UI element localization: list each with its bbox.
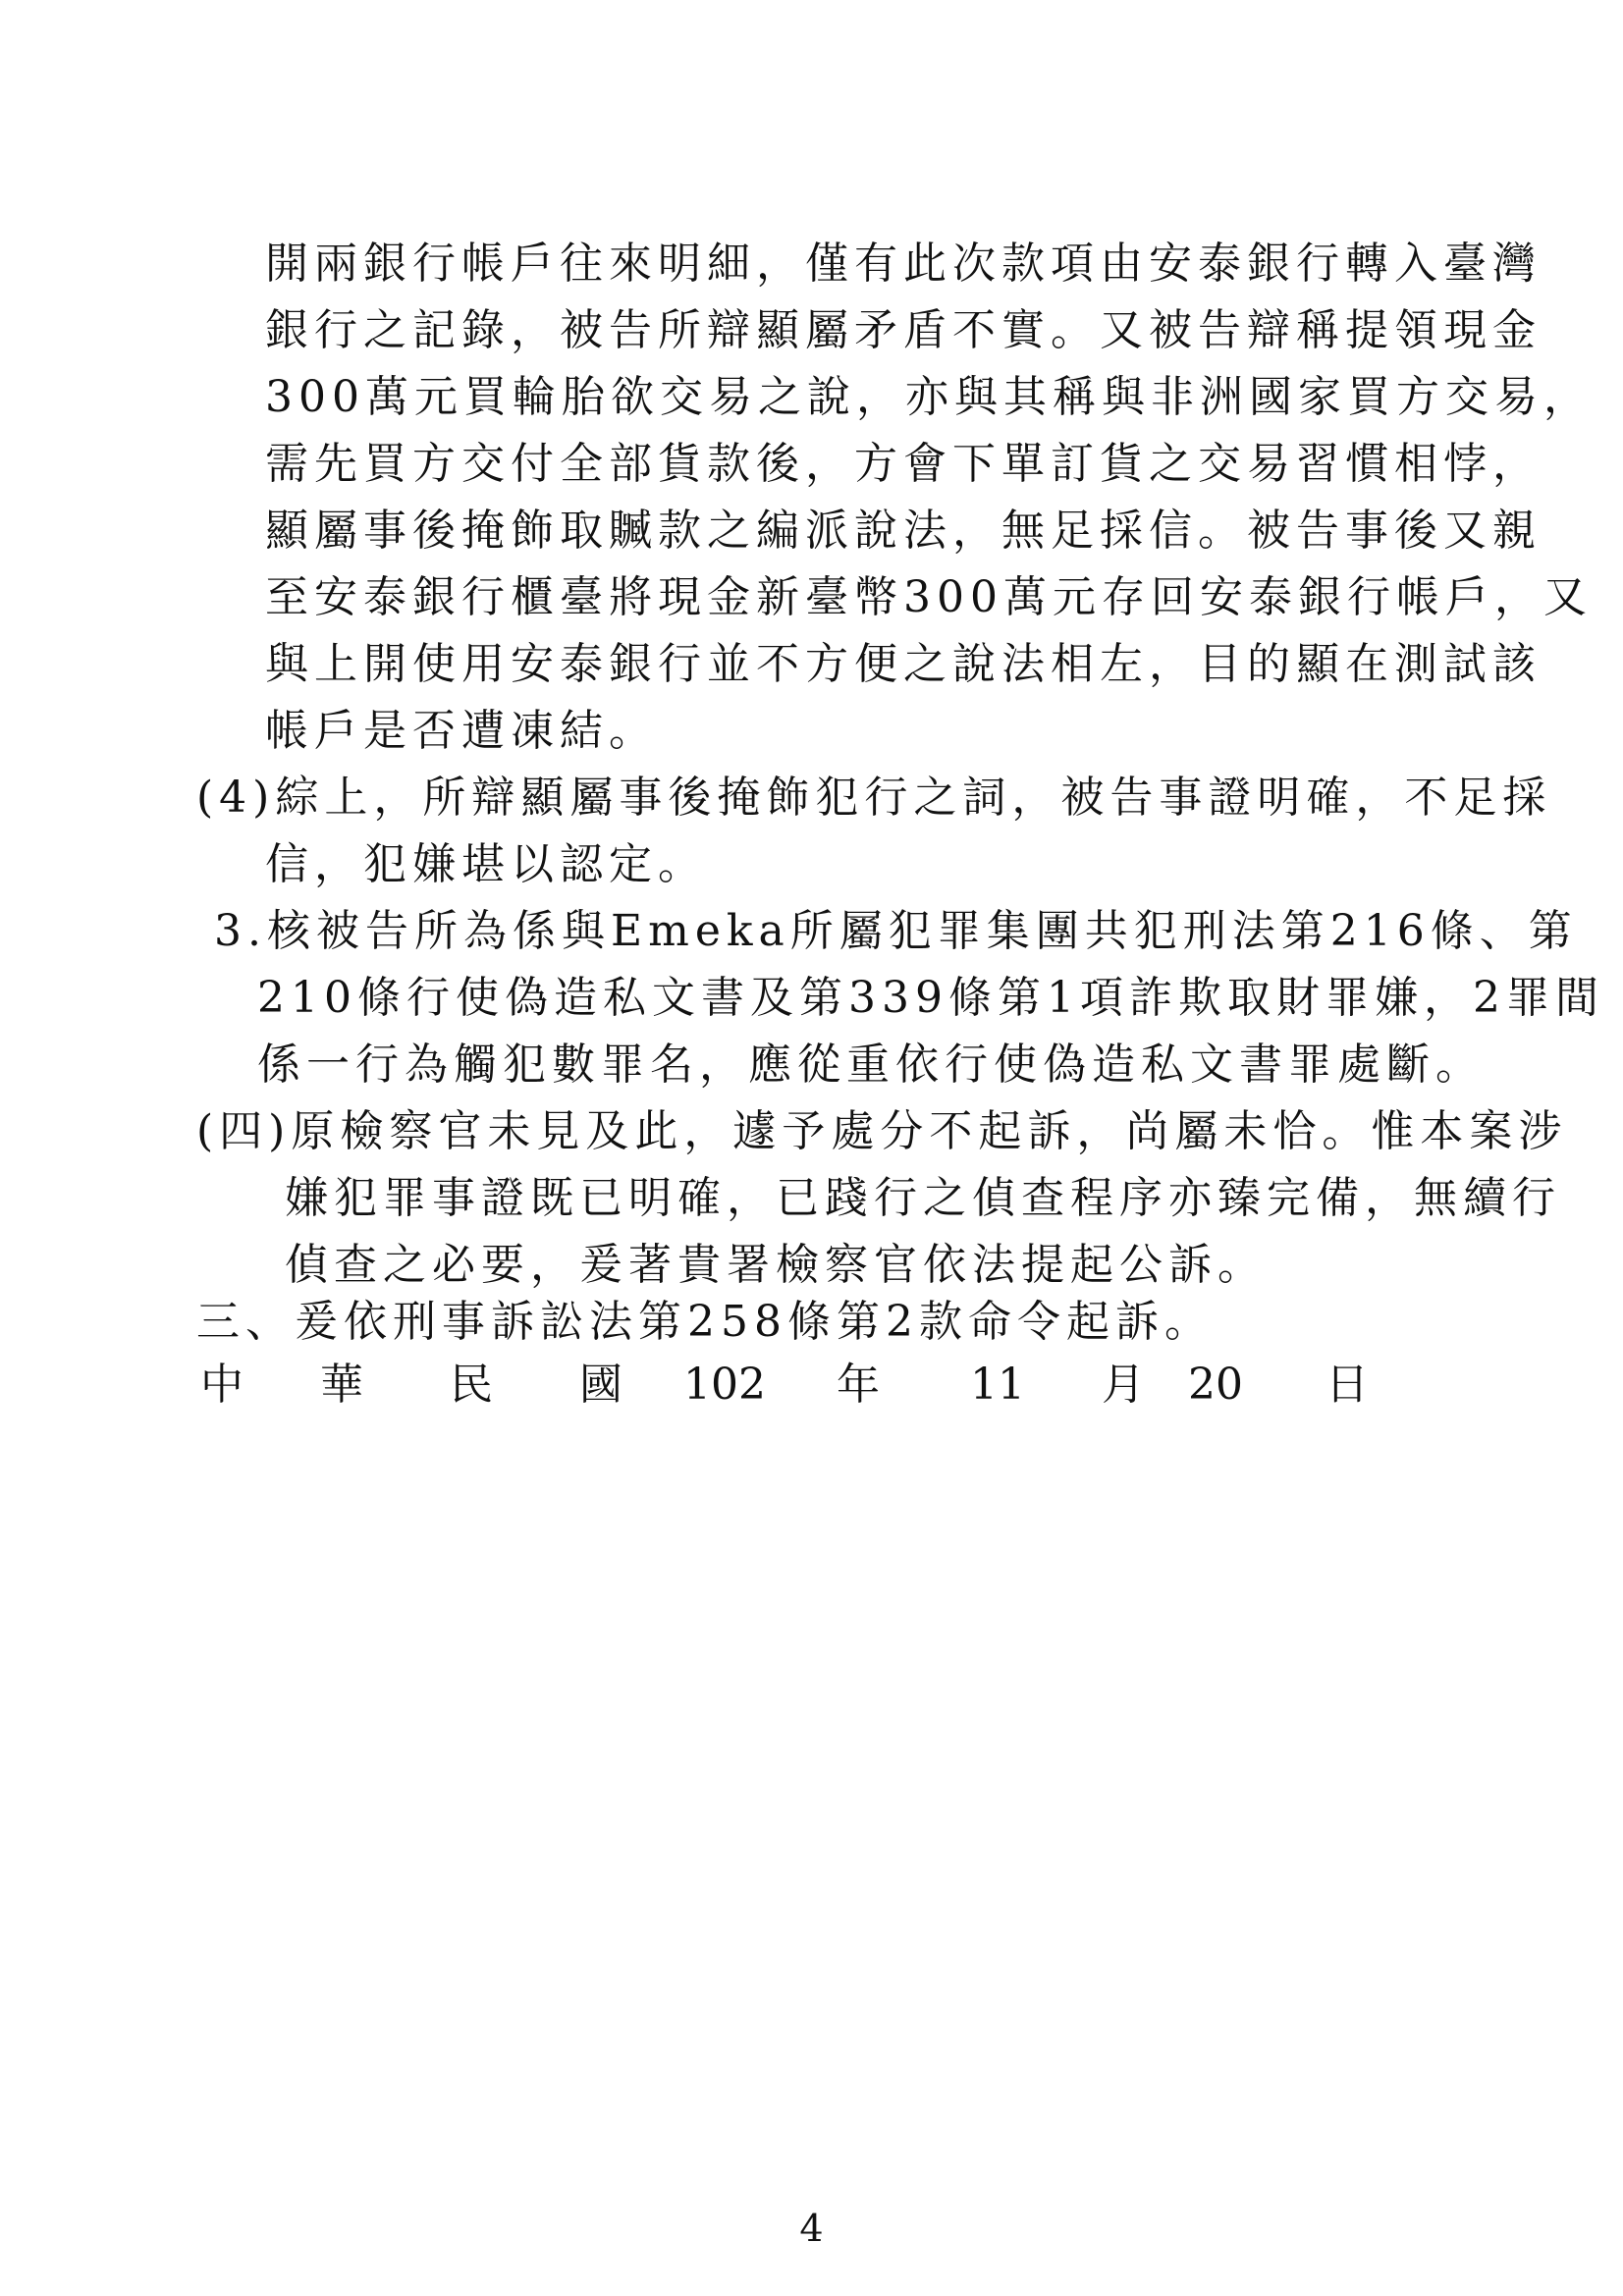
paragraph-line: 銀行之記錄，被告所辯顯屬矛盾不實。又被告辯稱提領現金 [265,305,1542,355]
paragraph-line: (4)綜上，所辯顯屬事後掩飾犯行之詞，被告事證明確，不足採 [196,773,1552,823]
paragraph-line: 帳戶是否遭凍結。 [265,706,658,756]
paragraph-line: 嫌犯罪事證既已明確，已踐行之偵查程序亦臻完備，無續行 [285,1173,1561,1223]
date-char: 中 [200,1360,243,1410]
date-month-label: 月 [1102,1360,1145,1410]
paragraph-line: 210條行使偽造私文書及第339條第1項詐欺取財罪嫌，2罪間 [257,973,1604,1023]
paragraph-line: 至安泰銀行櫃臺將現金新臺幣300萬元存回安泰銀行帳戶，又 [265,572,1593,622]
date-char: 國 [579,1360,622,1410]
date-char: 民 [450,1360,493,1410]
paragraph-line: 三、爰依刑事訴訟法第258條第2款命令起訴。 [196,1297,1214,1347]
paragraph-line: 與上開使用安泰銀行並不方便之說法相左，目的顯在測試該 [265,639,1542,689]
date-day: 20 [1188,1360,1243,1410]
paragraph-line: 偵查之必要，爰著貴署檢察官依法提起公訴。 [285,1240,1267,1290]
date-year: 102 [683,1360,766,1410]
date-char: 華 [320,1360,363,1410]
paragraph-line: 3.核被告所為係與Emeka所屬犯罪集團共犯刑法第216條、第 [214,906,1578,956]
date-day-label: 日 [1325,1360,1369,1410]
paragraph-line: 信，犯嫌堪以認定。 [265,839,707,889]
paragraph-line: 顯屬事後掩飾取贓款之編派說法，無足採信。被告事後又親 [265,506,1542,556]
paragraph-line: 需先買方交付全部貨款後，方會下單訂貨之交易習慣相悖， [265,439,1542,489]
paragraph-line: (四)原檢察官未見及此，遽予處分不起訴，尚屬未恰。惟本案涉 [196,1106,1568,1156]
paragraph-line: 係一行為觸犯數罪名，應從重依行使偽造私文書罪處斷。 [257,1040,1485,1090]
date-year-label: 年 [837,1360,880,1410]
paragraph-line: 開兩銀行帳戶往來明細，僅有此次款項由安泰銀行轉入臺灣 [265,239,1542,289]
page-number: 4 [799,2207,824,2250]
date-month: 11 [970,1360,1025,1410]
paragraph-line: 300萬元買輪胎欲交易之說，亦與其稱與非洲國家買方交易， [265,372,1593,422]
